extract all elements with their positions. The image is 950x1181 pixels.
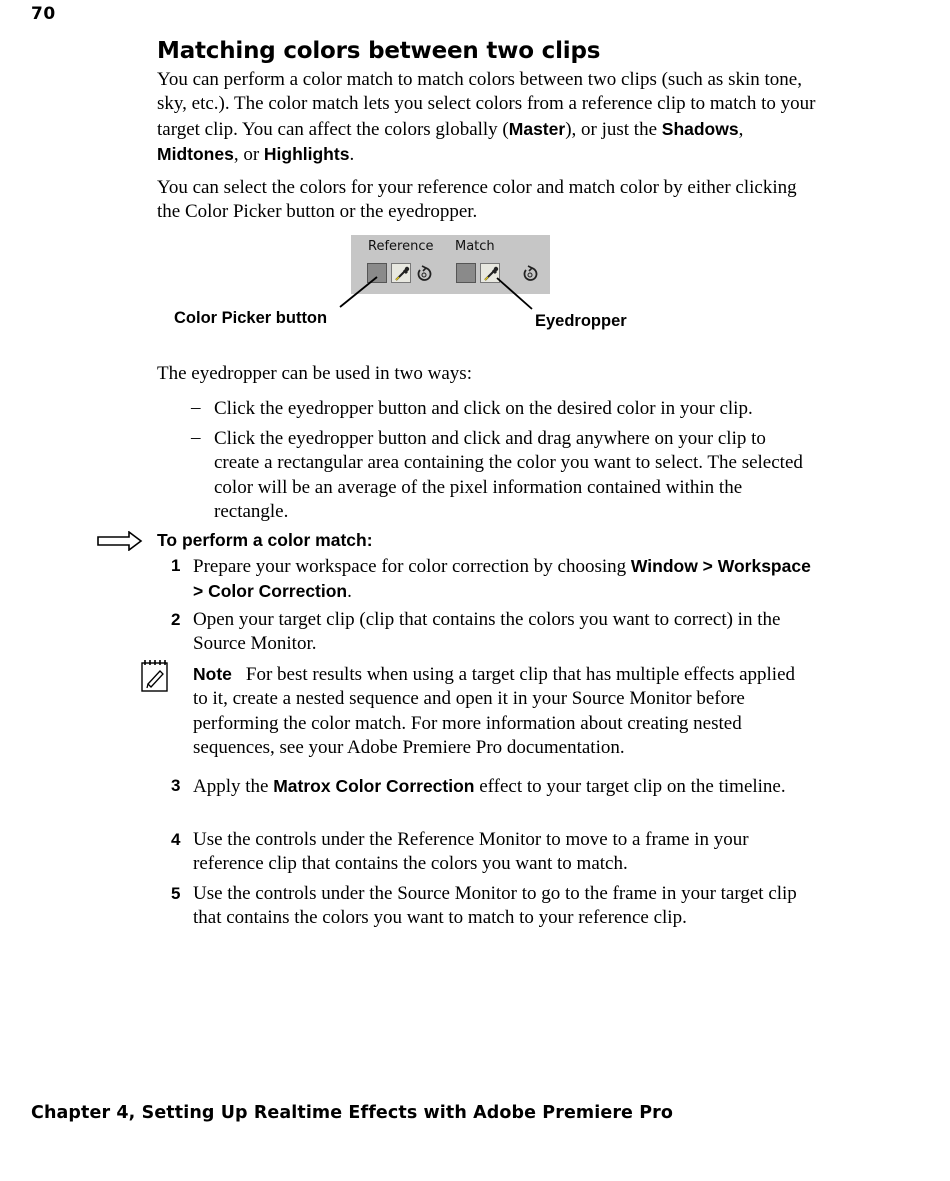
step-text: Open your target clip (clip that contains the colors you want to correct) in the Source Monitor. bbox=[193, 609, 781, 655]
step-number: 1 bbox=[171, 556, 181, 575]
effect-name: Matrox Color Correction bbox=[273, 776, 475, 796]
step-text-a: Apply the bbox=[193, 776, 274, 797]
eyedropper-callout: Eyedropper bbox=[535, 312, 627, 330]
note-block bbox=[193, 662, 813, 760]
reference-color-swatch[interactable] bbox=[367, 263, 387, 283]
match-eyedropper-icon[interactable] bbox=[480, 263, 500, 283]
note-label: Note bbox=[193, 664, 232, 684]
reference-eyedropper-icon[interactable] bbox=[391, 263, 411, 283]
step-text: Use the controls under the Source Monitor to go to the frame in your target clip that contains the colors you want to match to your reference clip. bbox=[193, 883, 797, 929]
list-item: Click the eyedropper button and click on the desired color in your clip. bbox=[214, 398, 753, 419]
color-picker-callout: Color Picker button bbox=[174, 309, 328, 327]
menu-path: Window > Workspace > Color Correction bbox=[193, 556, 811, 602]
step-text: Use the controls under the Reference Monitor to move to a frame in your reference clip that contains the colors you want to match. bbox=[193, 829, 749, 875]
bullet-dash: – bbox=[191, 427, 201, 448]
step-text bbox=[193, 774, 813, 799]
procedure-title: To perform a color match: bbox=[157, 530, 373, 550]
term-master: Master bbox=[508, 118, 566, 139]
step-text-a: Prepare your workspace for color correction by choosing bbox=[193, 556, 631, 577]
step-number: 3 bbox=[171, 776, 181, 795]
step-text-b: effect to your target clip on the timeline. bbox=[474, 776, 786, 797]
reference-reset-icon[interactable] bbox=[414, 263, 434, 283]
term-shadows: Shadows bbox=[661, 118, 739, 139]
term-highlights: Highlights bbox=[263, 143, 350, 164]
bullet-dash: – bbox=[191, 397, 201, 418]
step-text bbox=[193, 554, 813, 605]
picker-paragraph: You can select the colors for your reference color and match color by either clicking the Color Picker button or the eyedropper. bbox=[157, 177, 797, 223]
term-midtones: Midtones bbox=[157, 143, 234, 164]
step-number: 4 bbox=[171, 830, 181, 849]
reference-label: Reference bbox=[368, 239, 434, 254]
intro-or: , or bbox=[233, 143, 264, 165]
section-title: Matching colors between two clips bbox=[157, 38, 601, 64]
color-match-panel bbox=[351, 235, 550, 294]
intro-text-a: You can perform a color match to match colors between two clips (such as skin tone, sky, etc.). The color match lets you select colors from a reference clip to match to your target clip. You can affect the colors globally ( bbox=[157, 69, 816, 140]
note-icon bbox=[141, 659, 169, 693]
note-text: For best results when using a target clip that has multiple effects applied to it, create a nested sequence and open it in your Source Monitor before performing the color match. For more information about creating nested sequences, see your Adobe Premiere Pro documentation. bbox=[193, 664, 796, 758]
step-number: 5 bbox=[171, 884, 181, 903]
chapter-footer: Chapter 4, Setting Up Realtime Effects with Adobe Premiere Pro bbox=[31, 1103, 673, 1123]
intro-text-b: ), or just the bbox=[565, 118, 662, 140]
intro-paragraph bbox=[157, 68, 817, 167]
procedure-arrow-icon bbox=[97, 531, 143, 551]
eyedropper-intro: The eyedropper can be used in two ways: bbox=[157, 363, 472, 384]
match-color-swatch[interactable] bbox=[456, 263, 476, 283]
step-text-b: . bbox=[347, 581, 352, 603]
list-item: Click the eyedropper button and click and drag anywhere on your clip to create a rectangular area containing the color you want to select. The selected color will be an average of the pixel information contained within the rectangle. bbox=[214, 428, 803, 522]
page-number: 70 bbox=[31, 4, 56, 24]
intro-period: . bbox=[349, 143, 355, 165]
intro-comma: , bbox=[738, 118, 744, 140]
match-label: Match bbox=[455, 239, 495, 254]
step-number: 2 bbox=[171, 610, 181, 629]
match-reset-icon[interactable] bbox=[520, 263, 540, 283]
